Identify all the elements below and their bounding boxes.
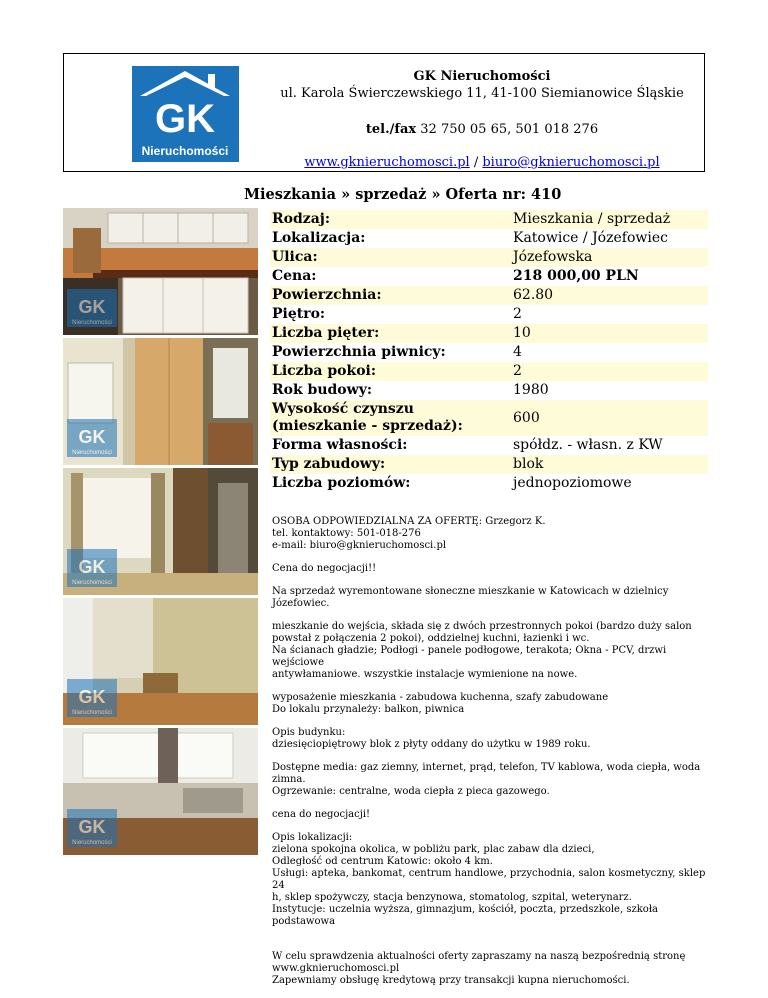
detail-label: Piętro:	[272, 306, 326, 322]
website-link[interactable]: www.gknieruchomosci.pl	[304, 155, 470, 170]
company-name: GK Nieruchomości	[413, 69, 551, 84]
detail-label: Rodzaj:	[270, 210, 499, 229]
svg-text:GK: GK	[78, 557, 106, 577]
detail-label: Typ zabudowy:	[270, 455, 499, 474]
detail-row	[270, 248, 708, 267]
company-phone	[264, 121, 700, 138]
email-link[interactable]: biuro@gknieruchomosci.pl	[482, 155, 660, 170]
svg-text:Nieruchomości: Nieruchomości	[72, 840, 112, 846]
svg-text:Nieruchomości: Nieruchomości	[72, 320, 112, 326]
detail-label: Lokalizacja:	[272, 230, 366, 246]
watermark-logo	[67, 289, 117, 327]
description-paragraph: Opis lokalizacji: zielona spokojna okolica, w pobliżu park, plac zabaw dla dzieci, Odległość od centrum Katowic: około 4 km. Usługi: apteka, bankomat, centrum handlowe, przychodnia, salon kosmetyczny, sklep 24 h, sklep spożywczy, stacja benzynowa, stomatolog, szpital, weterynarz. Instytucje: uczelnia wyższa, gimnazjum, kościół, poczta, przedszkole, szkoła podstawowa	[272, 832, 706, 927]
detail-value: jednopoziomowe	[513, 475, 632, 491]
svg-text:GK: GK	[155, 97, 215, 141]
detail-label: Powierzchnia piwnicy:	[272, 344, 446, 360]
detail-value: blok	[499, 455, 708, 474]
description-paragraph: mieszkanie do wejścia, składa się z dwóch przestronnych pokoi (bardzo duży salon powstał z połączenia 2 pokoi), oddzielnej kuchni, łazienki i wc. Na ścianach gładzie; Podłogi - panele podłogowe, terakota; Okna - PCV, drzwi wejściowe antywłamaniowe. wszystkie instalacje wymienione na nowe.	[272, 621, 692, 680]
detail-value: Katowice / Józefowiec	[513, 230, 668, 246]
detail-value: 62.80	[499, 286, 708, 305]
kitchen-photo[interactable]	[63, 208, 258, 335]
detail-row	[270, 286, 708, 305]
detail-value: Józefowska	[499, 248, 708, 267]
watermark-logo	[67, 679, 117, 717]
detail-row	[270, 381, 708, 400]
offer-description	[272, 516, 708, 998]
svg-text:GK: GK	[78, 297, 106, 317]
watermark-logo	[67, 809, 117, 847]
gk-logo	[132, 66, 239, 162]
living-room-photo[interactable]	[63, 728, 258, 855]
watermark-logo	[67, 419, 117, 457]
detail-row	[270, 210, 708, 229]
detail-value: 2	[499, 362, 708, 381]
detail-label: Cena:	[272, 268, 317, 284]
description-paragraph: W celu sprawdzenia aktualności oferty zapraszamy na naszą bezpośrednią stronę www.gknieruchomosci.pl Zapewniamy obsługę kredytową przy transakcji kupna nieruchomości.	[272, 951, 686, 986]
room-wardrobe-photo[interactable]	[63, 338, 258, 465]
detail-value: 2	[513, 306, 522, 322]
detail-row	[270, 436, 708, 455]
description-paragraph: wyposażenie mieszkania - zabudowa kuchenna, szafy zabudowane Do lokalu przynależy: balkon, piwnica	[272, 692, 609, 715]
watermark-logo	[67, 549, 117, 587]
detail-row	[270, 229, 708, 248]
svg-text:Nieruchomości: Nieruchomości	[72, 450, 112, 456]
detail-row	[270, 305, 708, 324]
description-paragraph: Cena do negocjacji!!	[272, 563, 377, 574]
detail-label: Liczba pokoi:	[270, 362, 499, 381]
detail-row	[270, 474, 708, 493]
detail-row	[270, 455, 708, 474]
detail-label: Wysokość czynszu (mieszkanie - sprzedaż):	[270, 400, 499, 436]
svg-text:Nieruchomości: Nieruchomości	[72, 580, 112, 586]
svg-text:GK: GK	[78, 687, 106, 707]
detail-value: Mieszkania / sprzedaż	[499, 210, 708, 229]
detail-value: 218 000,00 PLN	[513, 268, 639, 284]
description-paragraph: Opis budynku: dziesięciopiętrowy blok z płyty oddany do użytku w 1989 roku.	[272, 727, 591, 750]
agency-header	[63, 53, 705, 172]
detail-row	[270, 400, 708, 436]
link-separator: /	[469, 155, 483, 170]
detail-row	[270, 362, 708, 381]
tel-label: tel./fax	[365, 122, 417, 137]
description-paragraph: OSOBA ODPOWIEDZIALNA ZA OFERTĘ: Grzegorz K. tel. kontaktowy: 501-018-276 e-mail: biuro@gknieruchomosci.pl	[272, 516, 546, 551]
room-window-photo[interactable]	[63, 468, 258, 595]
detail-value: 4	[513, 344, 522, 360]
detail-value: 10	[499, 324, 708, 343]
room-floor-photo[interactable]	[63, 598, 258, 725]
svg-text:GK: GK	[78, 817, 106, 837]
company-address: ul. Karola Świerczewskiego 11, 41-100 Siemianowice Śląskie	[280, 86, 684, 101]
description-paragraph: cena do negocjacji!	[272, 809, 371, 820]
detail-value: spółdz. - własn. z KW	[513, 437, 663, 453]
detail-label: Rok budowy:	[272, 382, 372, 398]
svg-text:Nieruchomości: Nieruchomości	[72, 710, 112, 716]
detail-row	[270, 343, 708, 362]
detail-label: Liczba poziomów:	[272, 475, 411, 491]
description-paragraph: Dostępne media: gaz ziemny, internet, prąd, telefon, TV kablowa, woda ciepła, woda zimna. Ogrzewanie: centralne, woda ciepła z pieca gazowego.	[272, 762, 701, 797]
description-paragraph: Na sprzedaż wyremontowane słoneczne mieszkanie w Katowicach w dzielnicy Józefowiec.	[272, 586, 669, 609]
detail-label: Ulica:	[270, 248, 499, 267]
contact-links	[264, 154, 700, 171]
tel-value: 32 750 05 65, 501 018 276	[416, 122, 599, 137]
breadcrumb: Mieszkania » sprzedaż » Oferta nr: 410	[244, 186, 562, 203]
detail-label: Powierzchnia:	[270, 286, 499, 305]
detail-value: 600	[499, 400, 708, 436]
svg-text:GK: GK	[78, 427, 106, 447]
property-details-table	[270, 210, 708, 493]
detail-label: Forma własności:	[272, 437, 408, 453]
company-info	[264, 68, 700, 171]
detail-row	[270, 267, 708, 286]
detail-row	[270, 324, 708, 343]
detail-label: Liczba pięter:	[270, 324, 499, 343]
svg-text:Nieruchomości: Nieruchomości	[141, 144, 229, 158]
detail-value: 1980	[513, 382, 549, 398]
photo-column	[63, 208, 258, 858]
